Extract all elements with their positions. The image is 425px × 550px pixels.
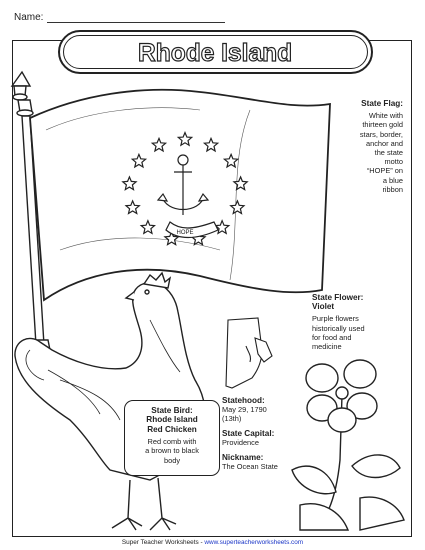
state-bird-heading: State Bird:	[151, 406, 193, 415]
capital-value: Providence	[222, 438, 259, 447]
nickname-value: The Ocean State	[222, 462, 278, 471]
page-title: Rhode Island	[138, 40, 293, 68]
state-flag-line: “HOPE” on	[366, 166, 403, 176]
state-flag-heading: State Flag:	[361, 99, 403, 108]
state-flag-info	[333, 99, 403, 194]
footer-separator: -	[198, 539, 205, 546]
state-flower-line: medicine	[312, 342, 342, 352]
state-flower-line: for food and	[312, 332, 352, 342]
nickname-heading: Nickname:	[222, 453, 264, 462]
state-flower-heading: State Flower:	[312, 293, 364, 302]
name-label: Name:	[14, 12, 44, 23]
state-bird-name-line: Red Chicken	[147, 424, 197, 434]
flag-cloth	[30, 90, 330, 300]
footer-brand: Super Teacher Worksheets	[121, 539, 199, 546]
statehood-heading: Statehood:	[222, 396, 265, 405]
capital-heading: State Capital:	[222, 429, 275, 438]
state-flower-name: Violet	[312, 302, 335, 312]
motto-ribbon-text: HOPE	[176, 230, 194, 236]
footer-url-link[interactable]: www.superteacherworksheets.com	[204, 539, 304, 546]
statehood-line: (13th)	[222, 414, 242, 423]
statehood-line: May 29, 1790	[222, 405, 267, 414]
state-flag-line: a blue	[382, 175, 403, 185]
title-banner	[58, 30, 373, 74]
state-flower-line: Purple flowers	[312, 314, 359, 324]
state-flag-line: the state	[374, 148, 403, 158]
state-bird-name-line: Rhode Island	[146, 415, 198, 425]
state-bird-line: body	[163, 455, 181, 465]
state-flower-line: historically used	[312, 323, 365, 333]
state-bird-box	[124, 400, 220, 476]
footer	[0, 539, 425, 546]
state-flag-line: anchor and	[366, 138, 403, 148]
state-flower-info	[312, 293, 407, 351]
state-flag-line: White with	[368, 111, 403, 121]
state-flag-line: thirteen gold	[362, 120, 403, 130]
state-flag-line: motto	[384, 157, 403, 167]
state-bird-line: a brown to black	[145, 446, 199, 456]
state-bird-line: Red comb with	[147, 437, 197, 447]
state-flag-line: ribbon	[382, 184, 403, 194]
title-lettering	[60, 32, 371, 72]
state-map	[226, 318, 272, 388]
state-facts	[222, 396, 317, 471]
state-flag-line: stars, border,	[359, 129, 403, 139]
